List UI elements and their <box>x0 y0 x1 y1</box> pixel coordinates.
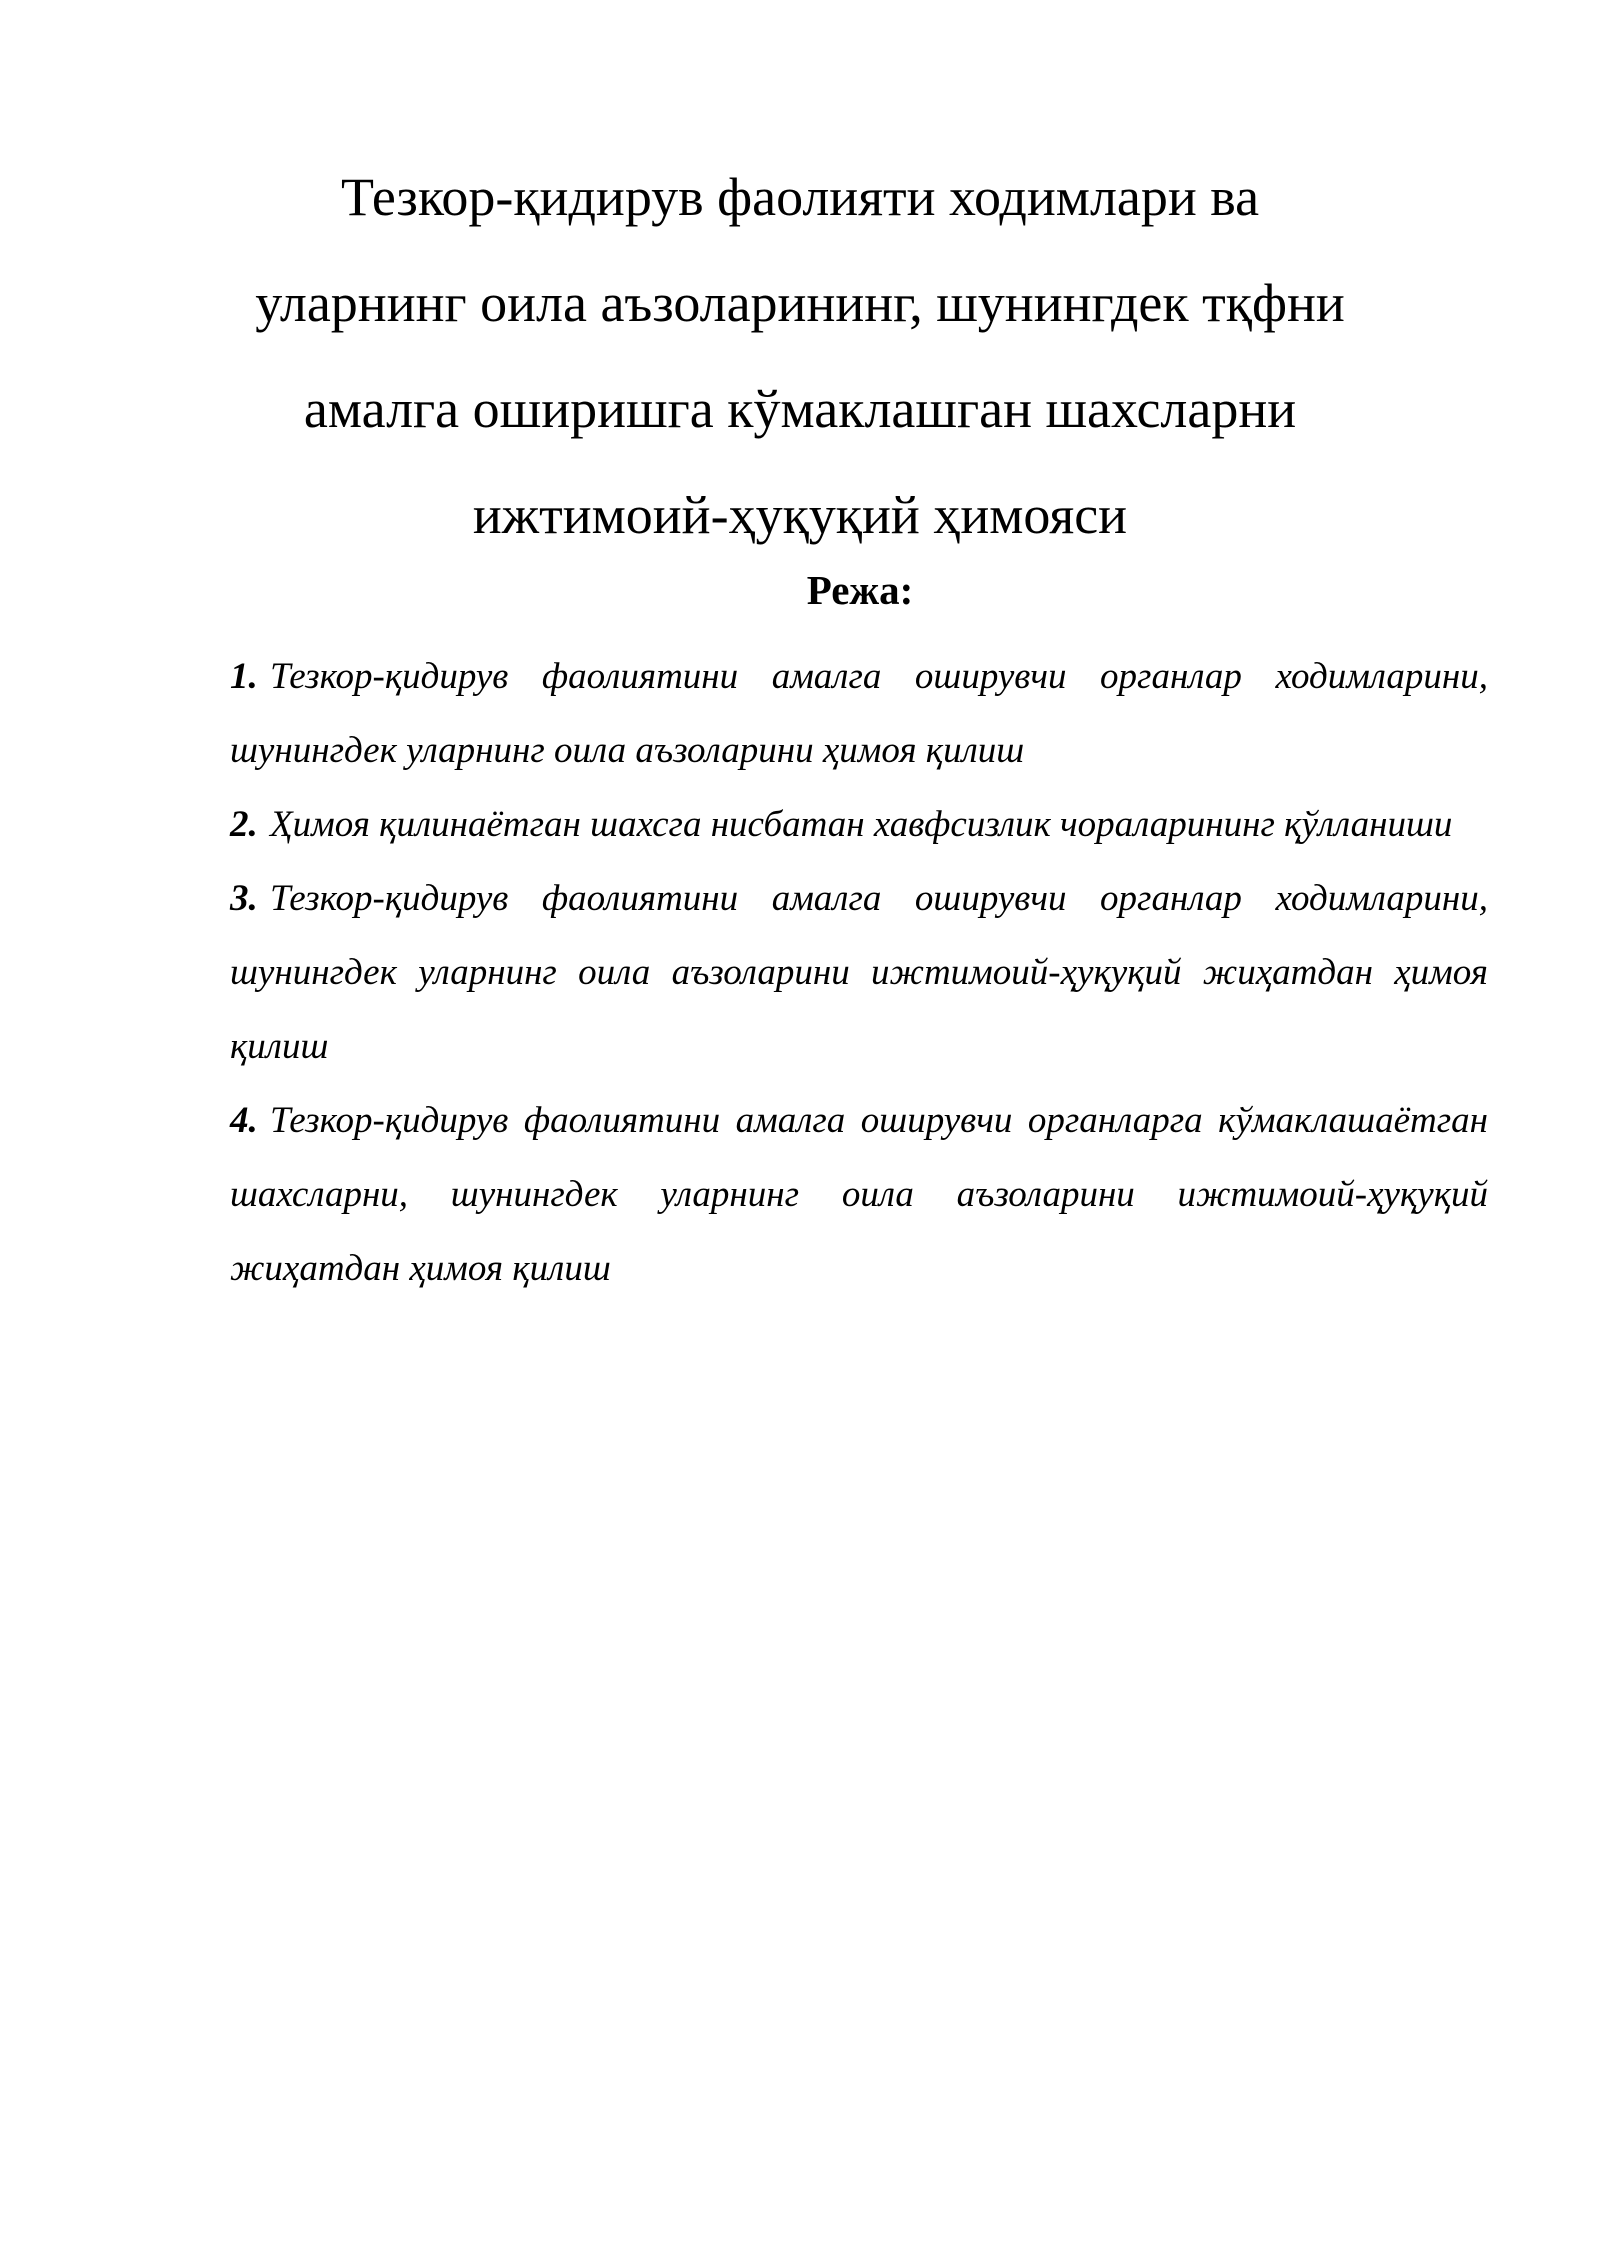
plan-item-text: Тезкор-қидирув фаолиятини амалга оширувчи органлар ходимларини, шунингдек уларнинг оила аъзоларини ҳимоя қилиш <box>230 656 1488 771</box>
plan-item-text: Тезкор-қидирув фаолиятини амалга оширувчи органлар ходимларини, шунингдек уларнинг оила аъзоларини ижтимоий-ҳуқуқий жиҳатдан ҳимоя қилиш <box>230 878 1488 1067</box>
title-line-1: Тезкор-қидирув фаолияти ходимлари ва <box>340 167 1260 227</box>
title-line-2: уларнинг оила аъзоларининг, шунингдек тқфни <box>255 273 1345 333</box>
plan-item-number: 4. <box>230 1100 258 1141</box>
plan-item-number: 1. <box>230 656 258 697</box>
document-title <box>180 144 1420 568</box>
plan-item <box>230 788 1488 862</box>
title-line-4: ижтимоий-ҳуқуқий ҳимояси <box>472 485 1128 545</box>
plan-item-number: 3. <box>230 878 258 919</box>
plan-item-text: Ҳимоя қилинаётган шахсга нисбатан хавфсизлик чораларининг қўлланиши <box>270 804 1453 845</box>
title-line-3: амалга оширишга кўмаклашган шахсларни <box>303 379 1297 439</box>
plan-item-number: 2. <box>230 804 258 845</box>
plan-item <box>230 862 1488 1084</box>
plan-heading: Режа: <box>806 567 914 613</box>
plan-item-text: Тезкор-қидирув фаолиятини амалга оширувчи органларга кўмаклашаётган шахсларни, шунингдек уларнинг оила аъзоларини ижтимоий-ҳуқуқий жиҳатдан ҳимоя қилиш <box>230 1100 1488 1289</box>
plan-item <box>230 640 1488 788</box>
plan-item <box>230 1084 1488 1306</box>
plan-list <box>230 640 1488 1306</box>
